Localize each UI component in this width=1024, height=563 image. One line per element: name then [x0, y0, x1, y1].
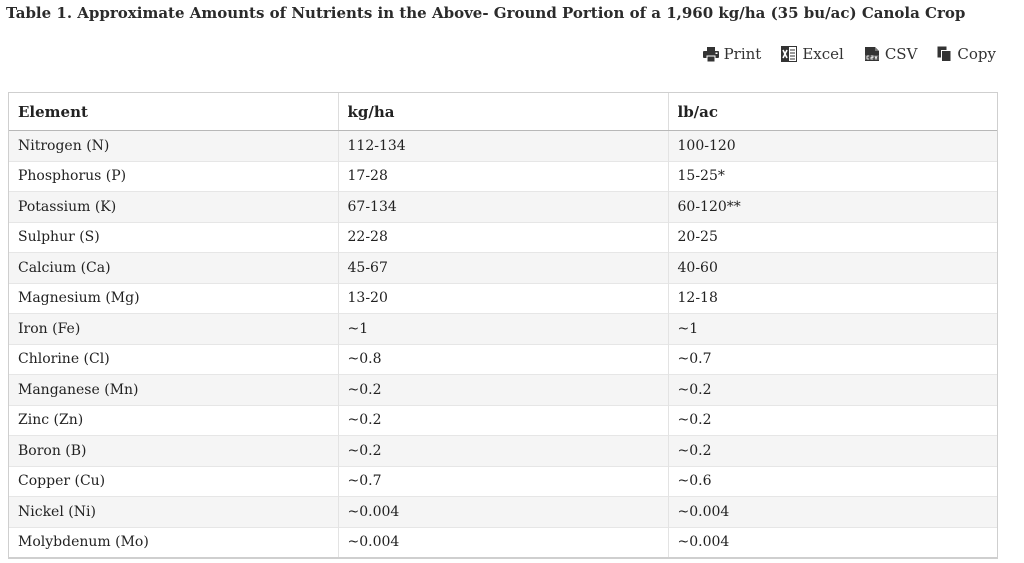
cell-lb-ac: 40-60	[668, 253, 997, 284]
excel-button[interactable]	[781, 45, 843, 63]
table-row	[9, 405, 997, 436]
table-row	[9, 131, 997, 162]
cell-kg-ha: ~0.004	[338, 497, 668, 528]
cell-lb-ac: 15-25*	[668, 161, 997, 192]
cell-lb-ac: ~0.6	[668, 466, 997, 497]
cell-kg-ha: ~0.7	[338, 466, 668, 497]
table-row	[9, 497, 997, 528]
cell-kg-ha: ~0.2	[338, 436, 668, 467]
print-button-label: Print	[723, 45, 762, 63]
cell-lb-ac: ~0.004	[668, 527, 997, 557]
cell-element: Magnesium (Mg)	[9, 283, 338, 314]
cell-element: Zinc (Zn)	[9, 405, 338, 436]
cell-kg-ha: ~1	[338, 314, 668, 345]
cell-lb-ac: 100-120	[668, 131, 997, 162]
copy-icon	[937, 46, 952, 62]
cell-kg-ha: 22-28	[338, 222, 668, 253]
table-row	[9, 222, 997, 253]
excel-icon	[781, 46, 797, 62]
cell-kg-ha: ~0.2	[338, 375, 668, 406]
print-button[interactable]	[703, 45, 762, 63]
table-row	[9, 314, 997, 345]
cell-lb-ac: ~0.2	[668, 405, 997, 436]
cell-element: Iron (Fe)	[9, 314, 338, 345]
cell-element: Phosphorus (P)	[9, 161, 338, 192]
export-toolbar	[703, 45, 996, 63]
cell-element: Nitrogen (N)	[9, 131, 338, 162]
excel-button-label: Excel	[802, 45, 844, 63]
table-row	[9, 192, 997, 223]
csv-button[interactable]	[864, 45, 918, 63]
table-row	[9, 375, 997, 406]
table-row	[9, 466, 997, 497]
cell-element: Chlorine (Cl)	[9, 344, 338, 375]
cell-lb-ac: ~0.7	[668, 344, 997, 375]
printer-icon	[703, 47, 719, 62]
column-header-lb-ac[interactable]: lb/ac	[668, 93, 997, 131]
copy-button-label: Copy	[957, 45, 996, 63]
column-header-element[interactable]: Element	[9, 93, 338, 131]
cell-element: Manganese (Mn)	[9, 375, 338, 406]
cell-lb-ac: ~1	[668, 314, 997, 345]
csv-button-label: CSV	[884, 45, 918, 63]
table-header	[9, 93, 997, 131]
csv-icon	[864, 46, 880, 62]
copy-button[interactable]	[937, 45, 996, 63]
cell-kg-ha: 112-134	[338, 131, 668, 162]
cell-kg-ha: ~0.004	[338, 527, 668, 557]
cell-element: Boron (B)	[9, 436, 338, 467]
nutrients-table-container	[8, 92, 998, 559]
table-row	[9, 161, 997, 192]
cell-element: Copper (Cu)	[9, 466, 338, 497]
nutrients-table	[9, 93, 997, 557]
cell-kg-ha: ~0.8	[338, 344, 668, 375]
table-row	[9, 283, 997, 314]
table-title: Table 1. Approximate Amounts of Nutrients in the Above- Ground Portion of a 1,960 kg/ha (35 bu/ac) Canola Crop	[6, 4, 966, 22]
cell-kg-ha: 67-134	[338, 192, 668, 223]
cell-element: Nickel (Ni)	[9, 497, 338, 528]
cell-kg-ha: 17-28	[338, 161, 668, 192]
cell-element: Calcium (Ca)	[9, 253, 338, 284]
table-body	[9, 131, 997, 558]
cell-lb-ac: 60-120**	[668, 192, 997, 223]
cell-lb-ac: 12-18	[668, 283, 997, 314]
cell-element: Molybdenum (Mo)	[9, 527, 338, 557]
cell-kg-ha: ~0.2	[338, 405, 668, 436]
cell-lb-ac: ~0.2	[668, 436, 997, 467]
cell-element: Sulphur (S)	[9, 222, 338, 253]
table-row	[9, 527, 997, 557]
header-row	[9, 93, 997, 131]
cell-kg-ha: 45-67	[338, 253, 668, 284]
cell-element: Potassium (K)	[9, 192, 338, 223]
table-row	[9, 344, 997, 375]
cell-kg-ha: 13-20	[338, 283, 668, 314]
column-header-kg-ha[interactable]: kg/ha	[338, 93, 668, 131]
cell-lb-ac: ~0.004	[668, 497, 997, 528]
table-row	[9, 436, 997, 467]
cell-lb-ac: 20-25	[668, 222, 997, 253]
table-row	[9, 253, 997, 284]
cell-lb-ac: ~0.2	[668, 375, 997, 406]
